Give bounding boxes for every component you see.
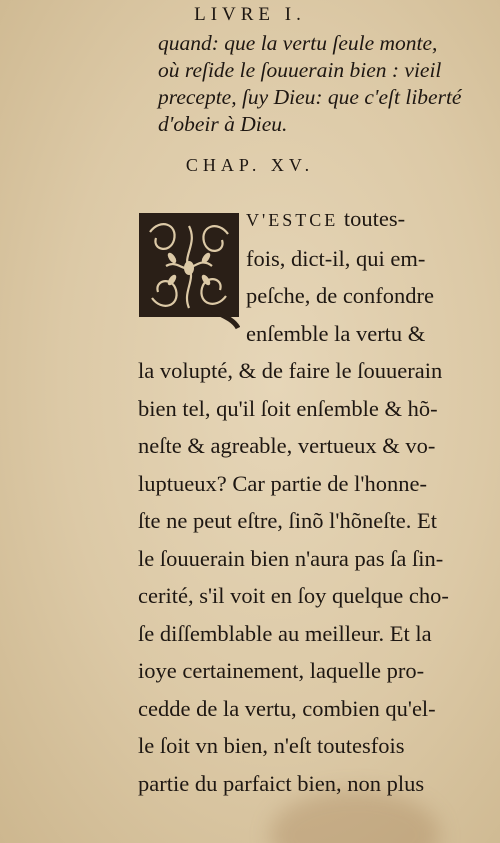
body-line	[138, 200, 483, 240]
body-line: partie du parfaict bien, non plus	[138, 770, 425, 796]
body-line: enſemble la vertu &	[246, 320, 426, 346]
body-line: luptueux? Car partie de l'honne-	[138, 470, 427, 496]
body-line: ſte ne peut eſtre, ſinõ l'hõneſte. Et	[138, 508, 437, 533]
body-line: ioye certainement, laquelle pro-	[138, 658, 425, 683]
opening-word: V'ESTCE	[246, 210, 339, 230]
summary-line: quand: que la vertu ſeule monte,	[158, 31, 438, 55]
running-head: LIVRE I.	[194, 4, 306, 25]
chapter-heading: CHAP. XV.	[185, 155, 315, 175]
body-line: le ſoit vn bien, n'eſt toutesfois	[138, 733, 405, 758]
summary-line: precepte, ſuy Dieu: que c'eſt liberté	[158, 85, 462, 109]
body-line-rest: toutes-	[343, 206, 406, 231]
summary-line: où reſide le ſouuerain bien : vieil	[158, 58, 442, 82]
body-text	[138, 200, 483, 802]
summary-line: d'obeir à Dieu.	[158, 112, 288, 136]
body-line: ſe diſſemblable au meilleur. Et la	[138, 620, 432, 646]
body-line: fois, dict-il, qui em-	[246, 245, 426, 271]
body-line: peſche, de confondre	[246, 283, 435, 308]
body-line: bien tel, qu'il ſoit enſemble & hõ-	[138, 395, 438, 421]
body-line: neſte & agreable, vertueux & vo-	[138, 433, 436, 458]
body-line: le ſouuerain bien n'aura pas ſa ſin-	[138, 545, 444, 571]
body-line: cerité, s'il voit en ſoy quelque cho-	[138, 583, 449, 608]
body-line: cedde de la vertu, combien qu'el-	[138, 695, 436, 721]
body-line: la volupté, & de faire le ſouuerain	[138, 358, 443, 383]
chapter-summary	[158, 30, 478, 138]
